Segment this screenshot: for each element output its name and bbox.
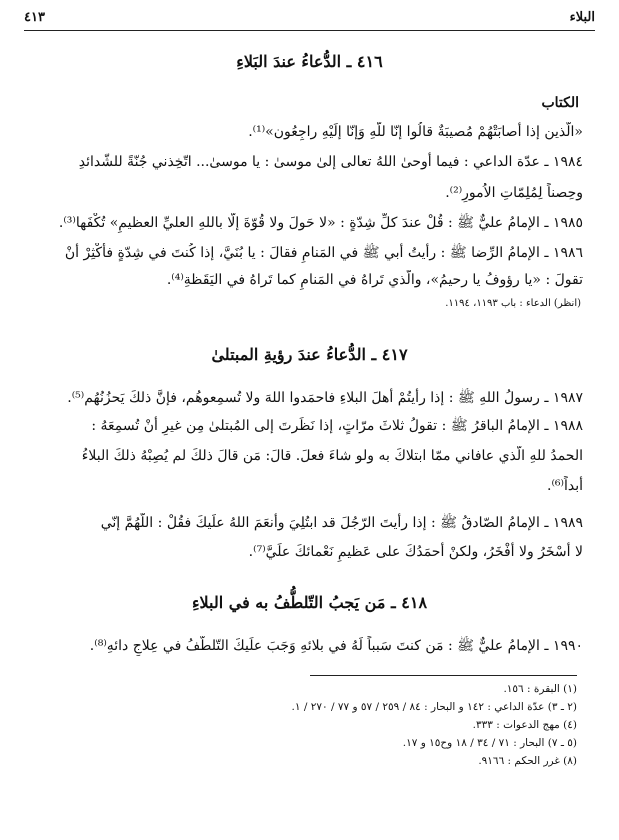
section-heading-417: ٤١٧ ـ الدُّعاءُ عندَ رؤيةِ المبتلىٰ bbox=[211, 345, 408, 364]
page-number: ٤١٣ bbox=[24, 10, 45, 25]
paragraph-line: ١٩٨٦ ـ الإمامُ الرِّضا ﷺ : رأيتُ أبي ﷺ في المَنامِ فقالَ : يا بُنَيَّ، إذا كُنتَ في شِدّةٍ فأكْثِرْ أنْ bbox=[64, 245, 583, 261]
footnote: (٢ ـ ٣) عدّة الداعي : ١٤٢ و البحار : ٨٤ / ٢٥٩ / ٥٧ و ٧٧ / ٢٧٠ / ١. bbox=[291, 701, 577, 713]
header-divider bbox=[24, 30, 595, 31]
paragraph-line: «الّذين إذا أصابَتْهُمْ مُصيبَةٌ قالُوا إنّا للّهِ وَإنّا إلَيْهِ راجِعُون»⁽¹⁾. bbox=[248, 124, 583, 140]
paragraph-line: أبداً⁽⁶⁾. bbox=[547, 478, 583, 494]
paragraph-line: ١٩٨٥ ـ الإمامُ عليٌّ ﷺ : قُلْ عندَ كلِّ شِدّةٍ : «لا حَولَ ولا قُوّةَ إلّا باللهِ العليِّ العظيمِ» تُكْفَها⁽³⁾. bbox=[58, 215, 583, 231]
footnote: (١) البقرة : ١٥٦. bbox=[503, 683, 577, 695]
paragraph-line: لا أسْخَرُ ولا أفْخَرُ، ولكنْ أحمَدُكَ على عَظيمِ نَعْمائكَ علَيَّ⁽⁷⁾. bbox=[248, 544, 583, 560]
paragraph-line: تقولَ : «يا رؤوفُ يا رحيمُ»، والّذي تَراهُ في المَنامِ كما تَراهُ في اليَقَظةِ⁽⁴⁾. bbox=[166, 272, 583, 288]
paragraph-line: ١٩٩٠ ـ الإمامُ عليٌّ ﷺ : مَن كنتَ سَبباً لَهُ في بلائهِ وَجَبَ علَيكَ التّلطُّفُ في عِلاجِ دائهِ⁽⁸⁾. bbox=[89, 638, 583, 654]
cross-reference: (انظر) الدعاء : باب ١١٩٣، ١١٩٤. bbox=[445, 298, 581, 309]
paragraph-line: وحِصناً لِمُلِمّاتِ الاُمورِ⁽²⁾. bbox=[445, 185, 583, 201]
footnote: (٤) مهج الدعوات : ٣٣٣. bbox=[472, 719, 577, 731]
paragraph-line: ١٩٨٤ ـ عدّة الداعي : فيما أوحىٰ اللهُ تعالى إلىٰ موسىٰ : يا موسىٰ... اتّخِذني جُنّةً للشّدائدِ bbox=[78, 154, 583, 170]
running-title: البلاء bbox=[569, 10, 595, 25]
footnote: (٨) غرر الحكم : ٩١٦٦. bbox=[478, 755, 577, 767]
running-header bbox=[24, 10, 595, 26]
paragraph-line: ١٩٨٩ ـ الإمامُ الصّادقُ ﷺ : إذا رأيتَ الرّجُلَ قد ابتُلِيَ وأنعَمَ اللهُ علَيكَ فقُلْ : اللّهُمَّ إنّي bbox=[100, 515, 583, 531]
paragraph-line: الحمدُ للهِ الّذي عافاني ممّا ابتلاكَ به ولو شاءَ فعلَ. قالَ: مَن قالَ ذلكَ لم يُصِبْهُ ذلكَ البلاءُ bbox=[81, 448, 583, 464]
paragraph-line: ١٩٨٨ ـ الإمامُ الباقرُ ﷺ : تقولُ ثلاثَ مرّاتٍ، إذا نَظَرتَ إلى المُبتلىٰ مِن غيرِ أنْ تُسمِعَهُ : bbox=[91, 418, 583, 434]
section-heading-418: ٤١٨ ـ مَن يَجبُ التّلطُّفُ به في البلاءِ bbox=[191, 593, 428, 612]
footnote-divider bbox=[310, 675, 577, 676]
subheading-kitab: الكتاب bbox=[541, 95, 579, 111]
footnote: (٥ ـ ٧) البحار : ٧١ / ٣٤ / ١٨ وح١٥ و ١٧. bbox=[402, 737, 577, 749]
paragraph-line: ١٩٨٧ ـ رسولُ اللهِ ﷺ : إذا رأيتُمْ أهلَ البلاءِ فاحمَدوا اللهَ ولا تُسمِعوهُم، فإنَّ ذلكَ يَحزُنُهُم⁽⁵⁾. bbox=[67, 390, 583, 406]
section-heading-416: ٤١٦ ـ الدُّعاءُ عندَ البَلاءِ bbox=[236, 52, 383, 71]
